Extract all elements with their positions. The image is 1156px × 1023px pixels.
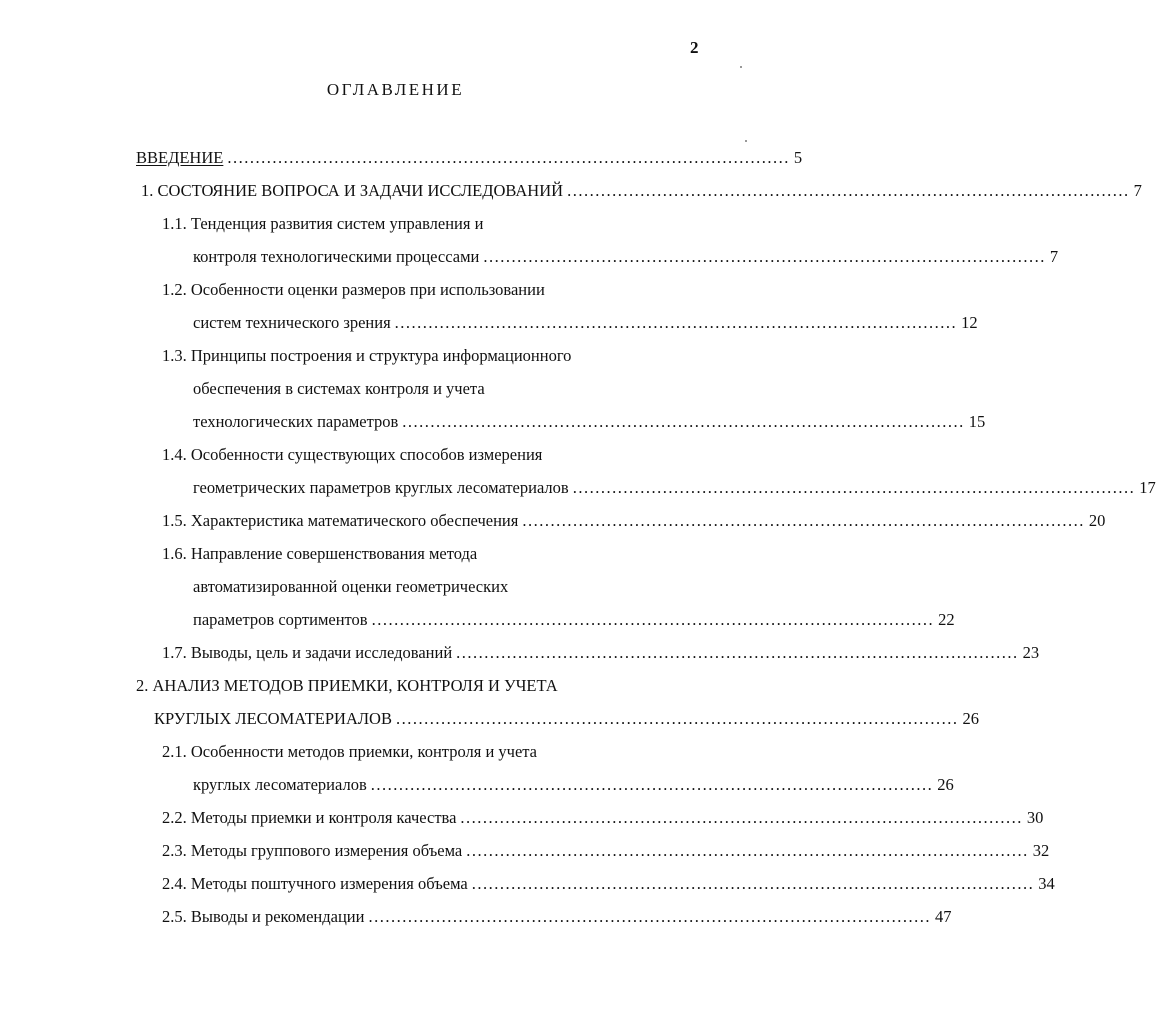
toc-entry-page: 47 (934, 907, 952, 926)
page-title: ОГЛАВЛЕНИЕ (326, 80, 465, 99)
toc-entry-text: Тенденция развития систем управления и (190, 214, 484, 233)
toc-entry-label (141, 180, 563, 202)
toc-entry-number: 1.3. (162, 346, 187, 365)
toc-entry-text: Методы поштучного измерения объема (190, 874, 468, 893)
toc-entry-text: параметров сортиментов (193, 610, 368, 629)
toc-entry-chapter-2-continuation[interactable] (154, 708, 979, 730)
toc-entry-text: АНАЛИЗ МЕТОДОВ ПРИЕМКИ, КОНТРОЛЯ И УЧЕТА (152, 676, 558, 695)
toc-entry-label (162, 840, 462, 862)
toc-entry-1-3-continuation-2[interactable] (193, 411, 986, 433)
toc-entry-page: 34 (1038, 874, 1055, 893)
toc-entry-page: 12 (961, 313, 978, 332)
page-number: 2 (690, 38, 699, 57)
scan-speck (745, 140, 747, 142)
toc-entry-text: Особенности оценки размеров при использовании (190, 280, 545, 299)
toc-entry-page: 23 (1022, 643, 1040, 662)
toc-entry-1-1-continuation[interactable] (193, 246, 1059, 268)
toc-entry-chapter-2[interactable] (136, 675, 558, 697)
toc-entry-text: Характеристика математического обеспечения (190, 511, 519, 530)
toc-entry-text: автоматизированной оценки геометрических (193, 577, 509, 596)
toc-entry-page: 5 (793, 148, 803, 167)
toc-entry-1-1[interactable] (162, 213, 483, 235)
toc-leader-dots: .................................................................................................... (227, 148, 790, 167)
toc-entry-page: 7 (1133, 181, 1142, 200)
toc-entry-2-5[interactable] (162, 906, 952, 928)
toc-entry-2-1[interactable] (162, 741, 537, 763)
toc-entry-label (162, 510, 518, 532)
toc-entry-page: 7 (1049, 247, 1059, 266)
toc-entry-text: СОСТОЯНИЕ ВОПРОСА И ЗАДАЧИ ИССЛЕДОВАНИЙ (157, 181, 564, 200)
toc-entry-text: Направление совершенствования метода (190, 544, 478, 563)
toc-entry-page: 30 (1026, 808, 1044, 827)
toc-entry-page: 22 (938, 610, 955, 629)
toc-leader-dots: .................................................................................................... (483, 247, 1046, 266)
toc-entry-number: 2.5. (162, 907, 187, 926)
scan-speck (740, 66, 742, 68)
toc-leader-dots: .................................................................................................... (572, 478, 1136, 497)
toc-entry-1-2-continuation[interactable] (193, 312, 978, 334)
toc-entry-1-2[interactable] (162, 279, 545, 301)
toc-entry-number: 1.5. (162, 511, 187, 530)
toc-entry-page: 20 (1088, 511, 1106, 530)
toc-entry-page: 32 (1032, 841, 1050, 860)
toc-leader-dots: .................................................................................................... (466, 841, 1029, 860)
toc-entry-1-3-continuation-1[interactable] (193, 378, 485, 400)
toc-leader-dots: .................................................................................................... (370, 775, 934, 794)
toc-entry-1-7[interactable] (162, 642, 1040, 664)
toc-entry-number: 1.6. (162, 544, 187, 563)
toc-entry-text: Выводы, цель и задачи исследований (190, 643, 453, 662)
toc-entry-number: 2. (136, 676, 149, 695)
toc-entry-label (162, 873, 468, 895)
toc-entry-label (162, 642, 452, 664)
toc-entry-1-4[interactable] (162, 444, 542, 466)
toc-entry-text: систем технического зрения (193, 313, 391, 332)
toc-entry-label (162, 906, 364, 928)
toc-entry-text: Особенности существующих способов измерения (190, 445, 543, 464)
toc-entry-page: 26 (937, 775, 954, 794)
toc-entry-text: Принципы построения и структура информационного (190, 346, 572, 365)
toc-entry-1-5[interactable] (162, 510, 1106, 532)
toc-entry-number: 1.1. (162, 214, 187, 233)
toc-entry-number: 2.4. (162, 874, 187, 893)
toc-leader-dots: .................................................................................................... (368, 907, 931, 926)
toc-entry-text: Методы группового измерения объема (190, 841, 463, 860)
toc-entry-text: технологических параметров (193, 412, 399, 431)
toc-entry-text: обеспечения в системах контроля и учета (193, 379, 485, 398)
toc-leader-dots: .................................................................................................... (371, 610, 935, 629)
toc-entry-2-3[interactable] (162, 840, 1050, 862)
toc-entry-number: 2.1. (162, 742, 187, 761)
toc-entry-page: 26 (962, 709, 979, 728)
toc-leader-dots: .................................................................................................... (567, 181, 1130, 200)
toc-entry-1-3[interactable] (162, 345, 571, 367)
toc-entry-text: Особенности методов приемки, контроля и учета (190, 742, 538, 761)
toc-leader-dots: .................................................................................................... (471, 874, 1035, 893)
toc-leader-dots: .................................................................................................... (394, 313, 958, 332)
toc-entry-text: контроля технологическими процессами (193, 247, 480, 266)
toc-entry-chapter-1[interactable] (141, 180, 1142, 202)
toc-entry-number: 1.4. (162, 445, 187, 464)
toc-entry-page: 17 (1139, 478, 1156, 497)
toc-entry-text: геометрических параметров круглых лесоматериалов (193, 478, 569, 497)
toc-entry-number: 2.3. (162, 841, 187, 860)
toc-entry-1-6-continuation-1[interactable] (193, 576, 508, 598)
toc-leader-dots: .................................................................................................... (460, 808, 1023, 827)
toc-leader-dots: .................................................................................................... (395, 709, 959, 728)
toc-entry-text: Методы приемки и контроля качества (190, 808, 457, 827)
toc-entry-1-6[interactable] (162, 543, 477, 565)
toc-entry-2-1-continuation[interactable] (193, 774, 954, 796)
toc-entry-1-6-continuation-2[interactable] (193, 609, 955, 631)
toc-entry-number: 1.2. (162, 280, 187, 299)
toc-entry-number: 2.2. (162, 808, 187, 827)
toc-entry-text: КРУГЛЫХ ЛЕСОМАТЕРИАЛОВ (154, 709, 392, 728)
toc-entry-label (162, 807, 456, 829)
toc-entry-text: круглых лесоматериалов (193, 775, 367, 794)
toc-entry-number: 1.7. (162, 643, 187, 662)
toc-entry-text: ВВЕДЕНИЕ (136, 148, 224, 167)
toc-leader-dots: .................................................................................................... (402, 412, 965, 431)
toc-leader-dots: .................................................................................................... (522, 511, 1085, 530)
toc-entry-1-4-continuation[interactable] (193, 477, 1156, 499)
toc-entry-page: 15 (968, 412, 986, 431)
toc-entry-2-2[interactable] (162, 807, 1044, 829)
toc-leader-dots: .................................................................................................... (456, 643, 1019, 662)
toc-entry-text: Выводы и рекомендации (190, 907, 365, 926)
toc-entry-number: 1. (141, 181, 154, 200)
toc-entry-introduction[interactable] (136, 147, 803, 169)
toc-entry-2-4[interactable] (162, 873, 1055, 895)
